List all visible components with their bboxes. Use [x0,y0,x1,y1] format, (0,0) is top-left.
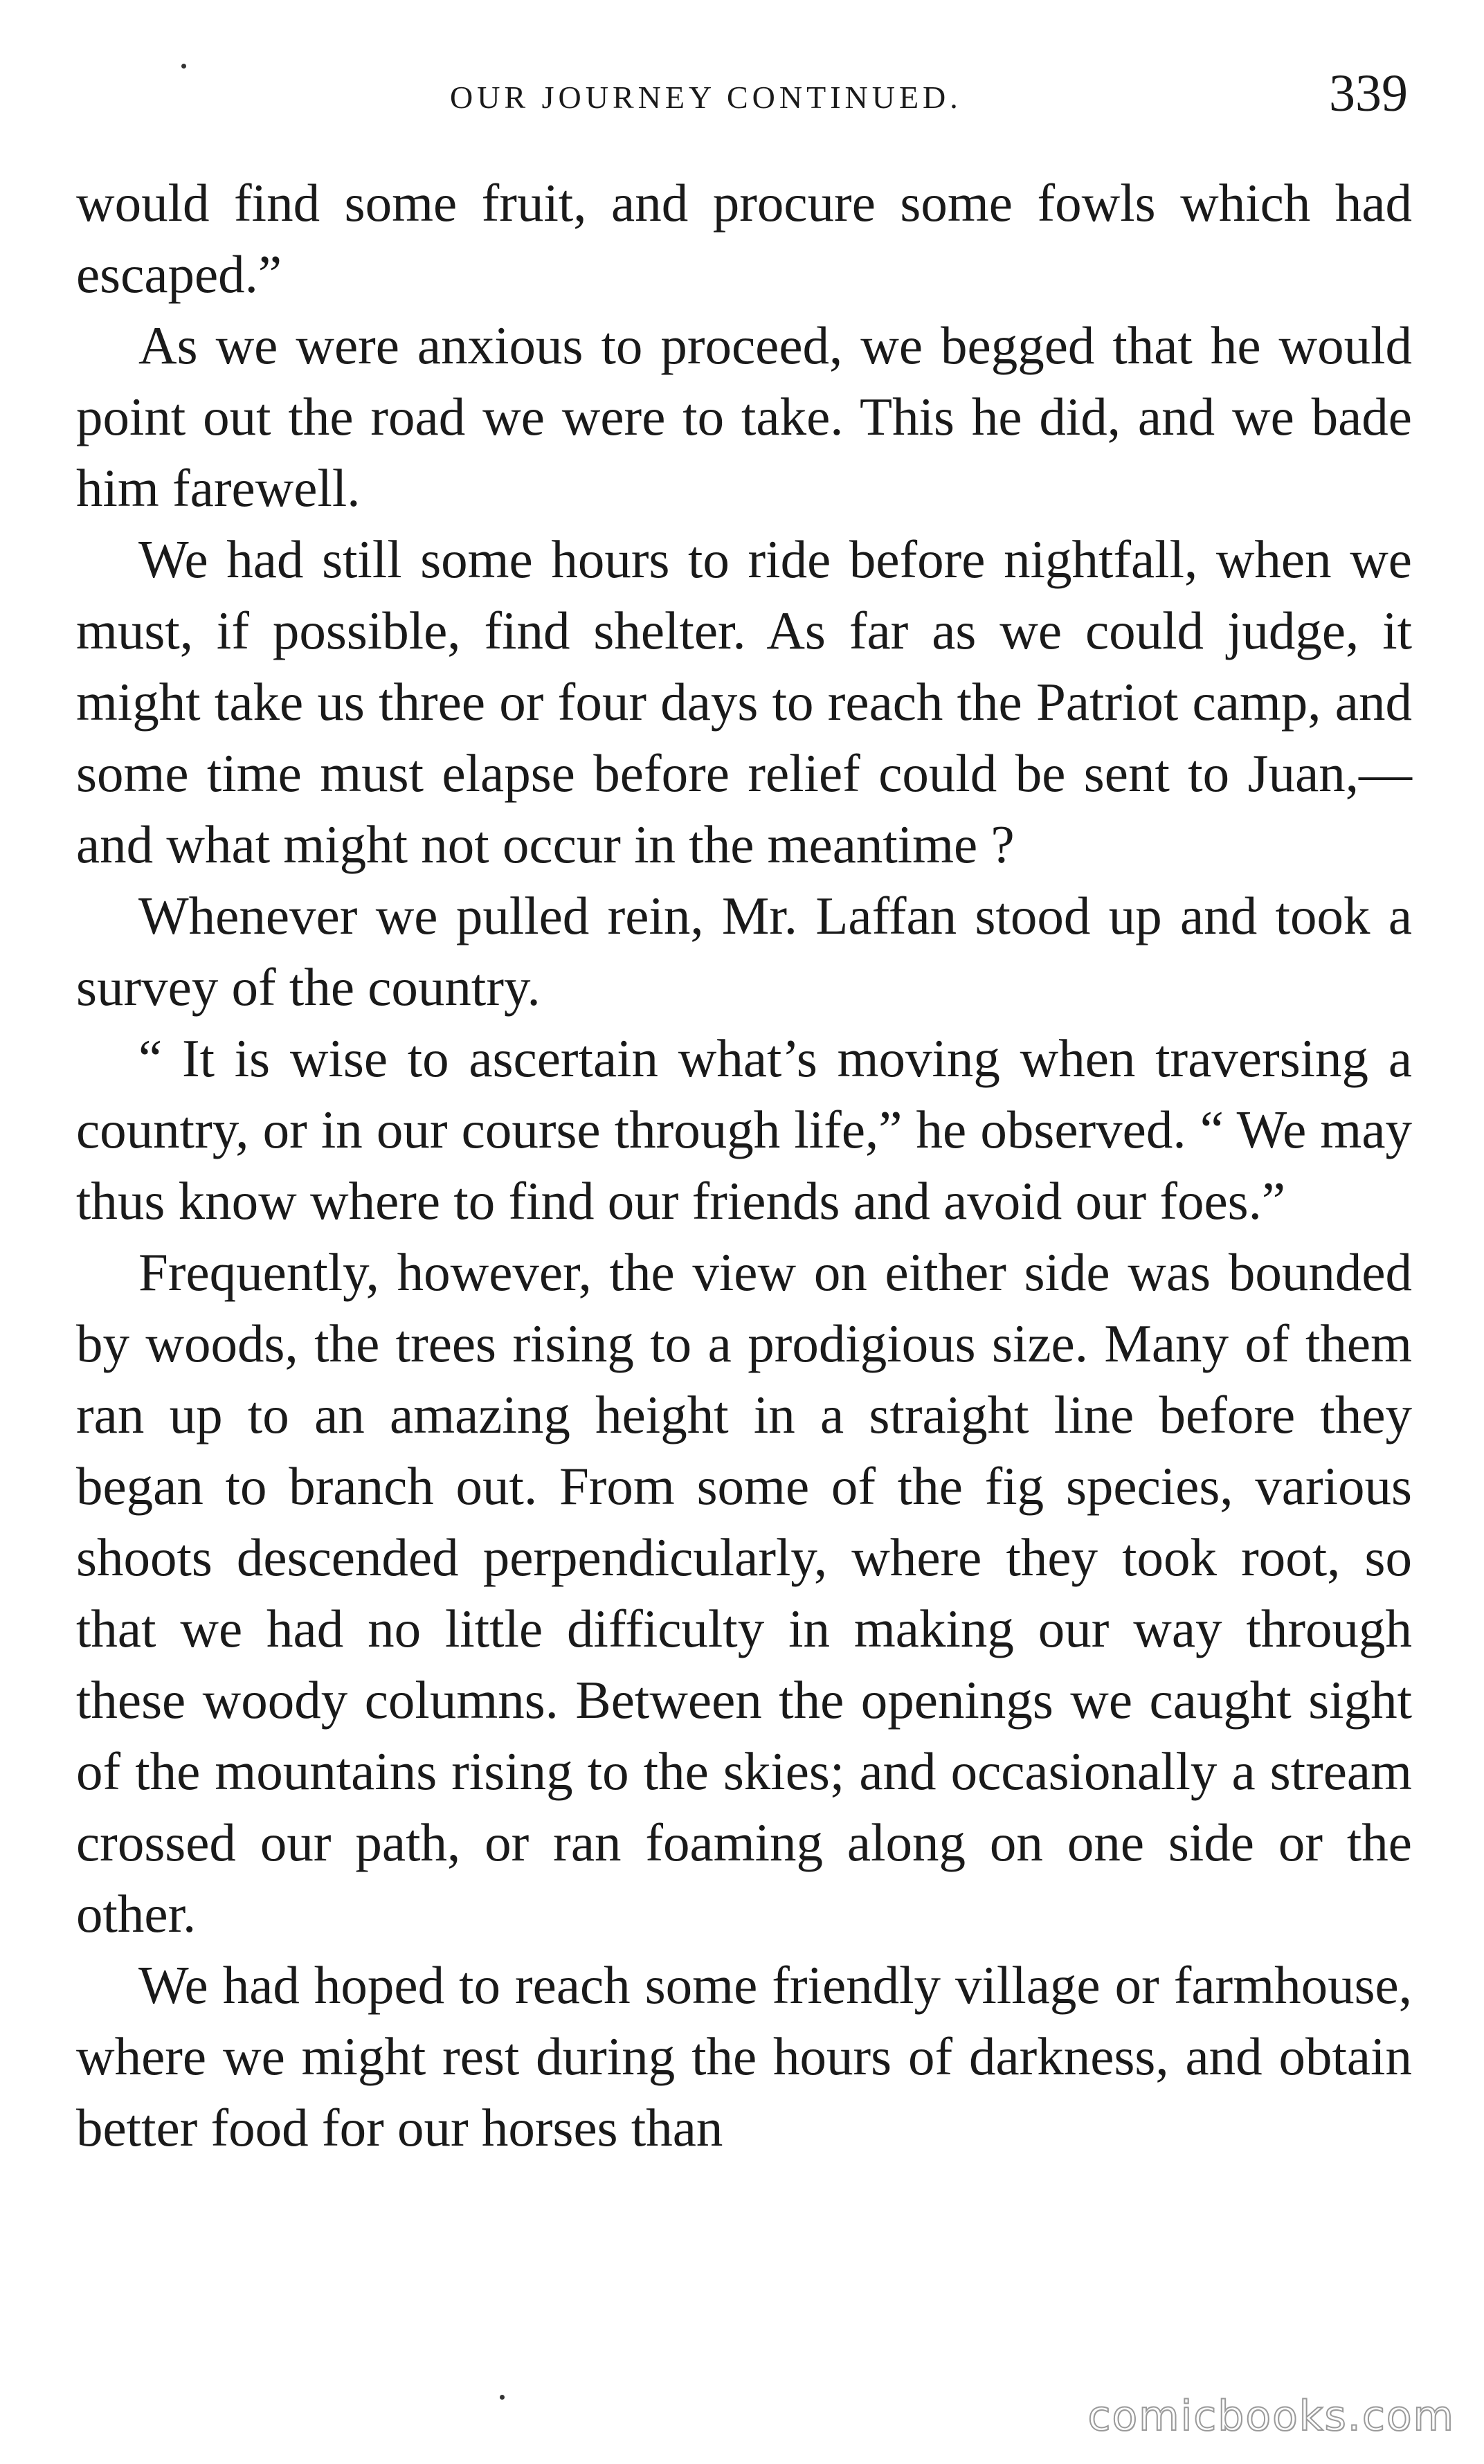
watermark: comicbooks.com [1087,2392,1455,2440]
paragraph: Whenever we pulled rein, Mr. Laffan stood up and took a survey of the country. [76,886,1412,1017]
body-text [76,167,1412,2164]
page-number: 339 [1329,64,1408,123]
paragraph: “ It is wise to ascertain what’s moving when traversing a country, or in our course through life,” he observed. “ We may thus know where to find our friends and avoid our foes.” [76,1029,1412,1231]
paragraph: We had hoped to reach some friendly village or farmhouse, where we might rest during the hours of darkness, and obtain better food for our horses than [76,1955,1412,2157]
paragraph: We had still some hours to ride before nightfall, when we must, if possible, find shelter. As far as we could judge, it might take us three or four days to reach the Patriot camp, and some time must elapse before relief could be sent to Juan,—and what might not occur in the meantime ? [76,529,1412,874]
running-header [0,64,1484,140]
paragraph: As we were anxious to proceed, we begged that he would point out the road we were to take. This he did, and we bade him farewell. [76,316,1412,518]
paragraph: would find some fruit, and procure some fowls which had escaped.” [76,173,1412,304]
paragraph: Frequently, however, the view on either side was bounded by woods, the trees rising to a prodigious size. Many of them ran up to an amazing height in a straight line before they began to branch out. From some of the fig species, various shoots descended perpendicularly, where they took root, so that we had no little difficulty in making our way through these woody columns. Between the openings we caught sight of the mountains rising to the skies; and occasionally a stream crossed our path, or ran foaming along on one side or the other. [76,1242,1412,1944]
running-title: OUR JOURNEY CONTINUED. [450,80,962,115]
ink-speck [500,2395,505,2400]
